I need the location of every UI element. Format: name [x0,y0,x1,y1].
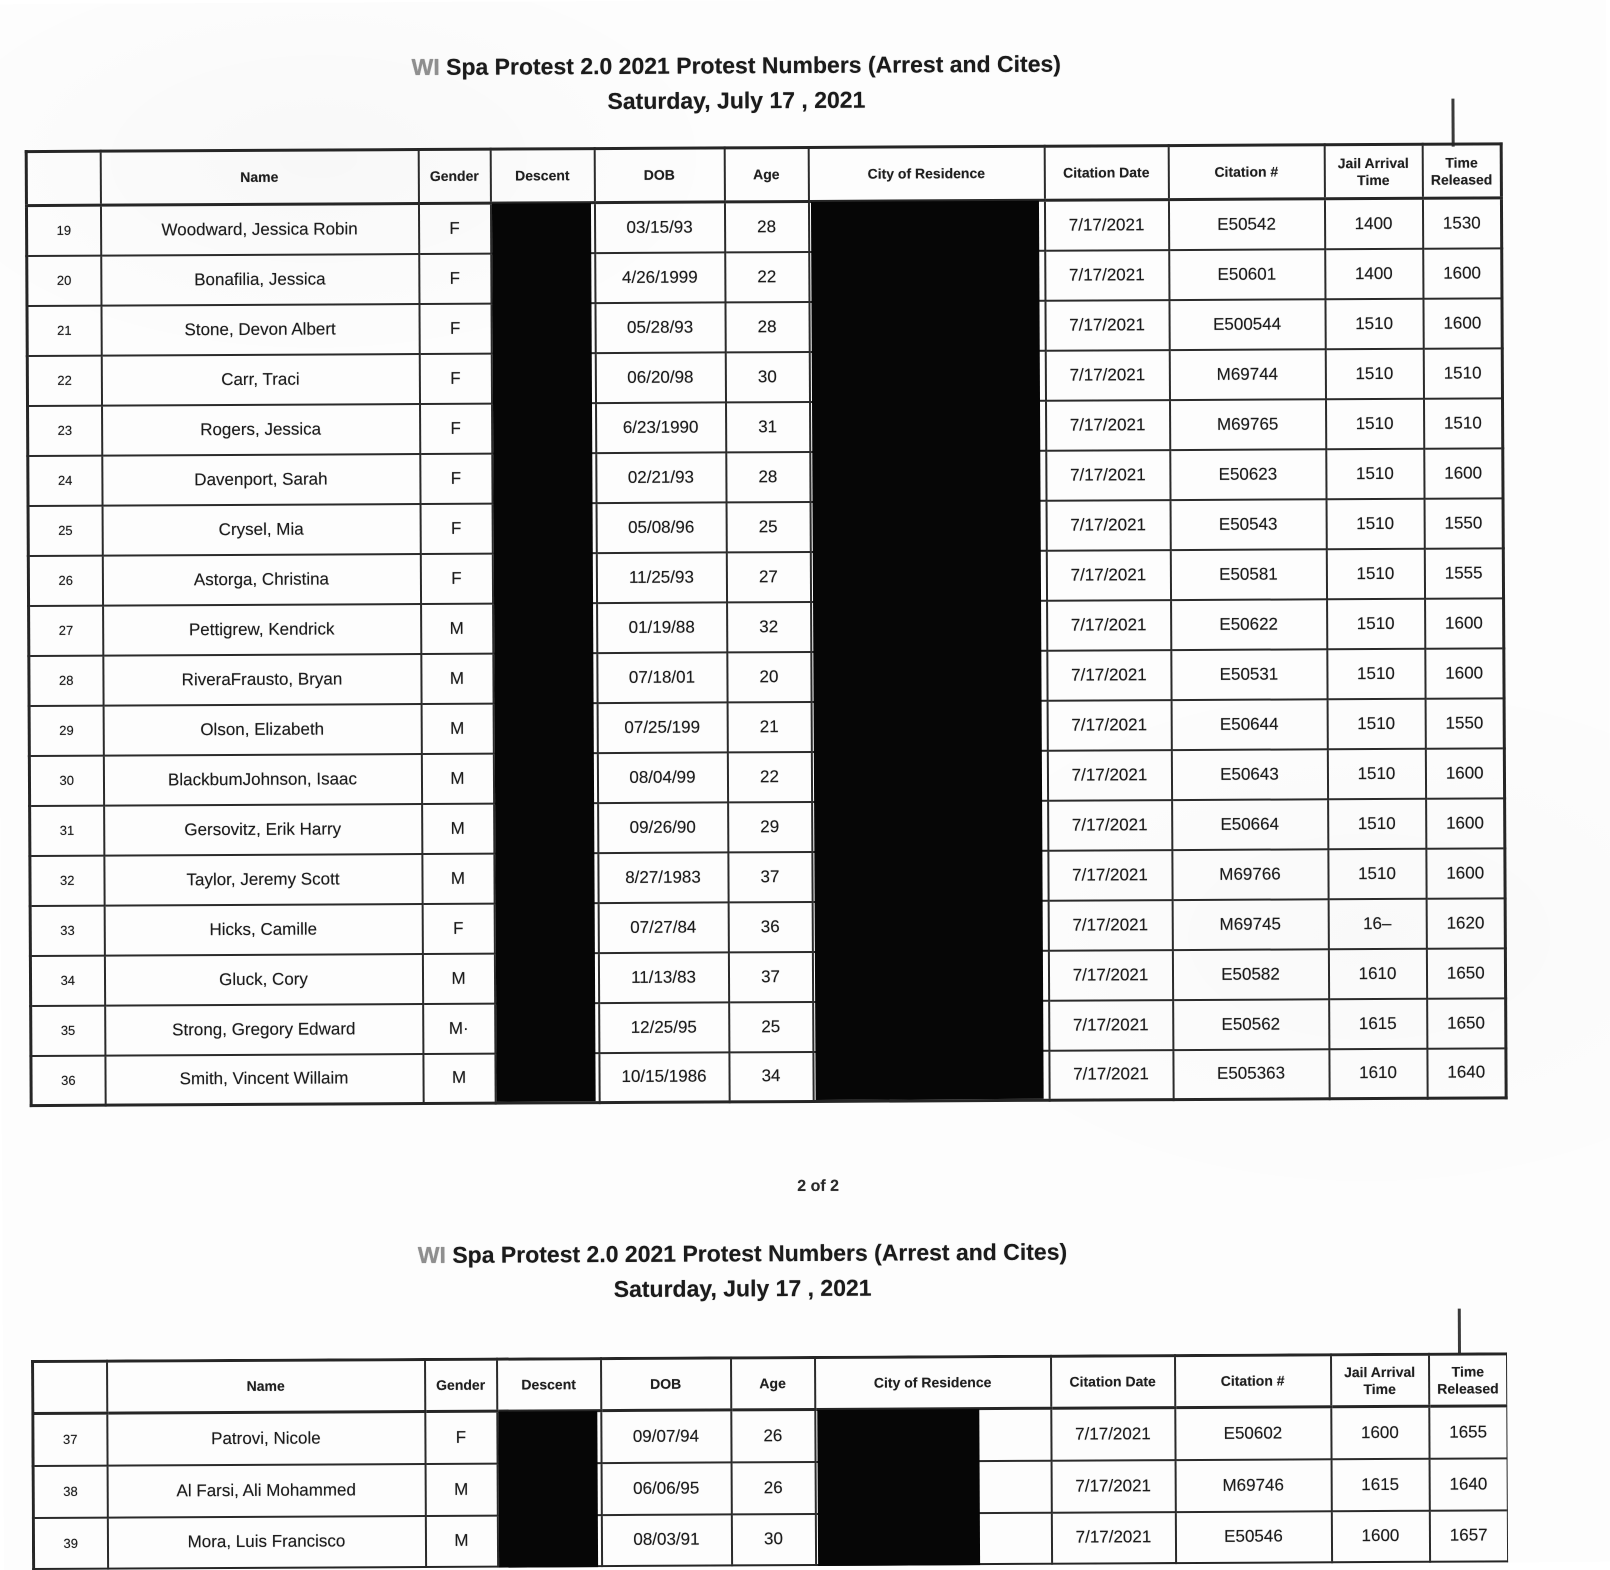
cell-dob: 02/21/93 [596,452,726,503]
cell-citation-date: 7/17/2021 [1048,950,1172,1001]
cell-citation-date: 7/17/2021 [1045,300,1169,351]
cell-citation-date: 7/17/2021 [1046,450,1170,501]
subtitle-line: Saturday, July 17 , 2021 [607,86,866,115]
cell-gender: F [422,903,494,953]
table-row [30,798,1505,856]
cell-citation-number: E50623 [1170,449,1326,500]
cell-jail-arrival-time: 1510 [1325,298,1423,349]
cell-dob: 09/07/94 [601,1410,731,1463]
cell-dob: 07/18/01 [597,652,727,703]
cell-row-number: 21 [27,305,101,355]
city-redaction-bar [811,201,1044,1100]
cell-citation-number: E50542 [1168,199,1324,250]
cell-row-number: 29 [29,705,103,755]
cell-row-number: 33 [30,905,104,955]
cell-citation-number: E50601 [1169,249,1325,300]
cell-time-released: 1600 [1425,748,1504,798]
cell-age: 25 [726,501,810,551]
cell-age: 28 [724,201,808,251]
cell-dob: 11/25/93 [596,552,726,603]
cell-jail-arrival-time: 1615 [1331,1458,1429,1511]
column-header-gender: Gender [425,1359,497,1411]
cell-age: 30 [731,1513,815,1565]
cell-name: Patrovi, Nicole [107,1411,425,1465]
column-header-citation-date: Citation Date [1051,1356,1175,1409]
cell-time-released: 1655 [1429,1406,1508,1458]
table-row [28,398,1503,456]
cell-citation-number: E50582 [1172,949,1328,1000]
cell-gender: M [421,603,493,653]
cell-row-number: 24 [28,455,102,505]
cell-name: Al Farsi, Ali Mohammed [107,1463,425,1517]
cell-name: Crysel, Mia [102,504,420,556]
column-header-citation-date: Citation Date [1044,146,1168,201]
cell-time-released: 1640 [1429,1458,1508,1510]
cell-citation-number: E50581 [1170,549,1326,600]
column-header-dob: DOB [601,1358,731,1411]
cell-citation-date: 7/17/2021 [1045,250,1169,301]
cell-time-released: 1550 [1425,698,1504,748]
cell-name: Hicks, Camille [104,904,422,956]
cell-name: BlackbumJohnson, Isaac [103,754,421,806]
cell-citation-number: E50644 [1171,699,1327,750]
cell-row-number: 36 [31,1055,105,1105]
column-header-name: Name [100,150,418,206]
cell-time-released: 1650 [1427,998,1506,1048]
column-header-citation-number: Citation # [1175,1355,1331,1408]
cell-age: 36 [728,901,812,951]
cell-dob: 05/08/96 [596,502,726,553]
cell-jail-arrival-time: 1510 [1328,848,1426,899]
table-row [31,998,1506,1056]
table-row [31,1048,1506,1106]
cell-name: Mora, Luis Francisco [107,1515,425,1569]
cell-jail-arrival-time: 1600 [1331,1406,1429,1459]
cell-dob: 6/23/1990 [596,402,726,453]
table-row [33,1458,1508,1518]
cell-jail-arrival-time: 1610 [1328,948,1426,999]
cell-citation-date: 7/17/2021 [1051,1512,1175,1565]
cell-jail-arrival-time: 1510 [1326,548,1424,599]
cell-name: RiveraFrausto, Bryan [103,654,421,706]
column-header-jail-arrival-time: Jail Arrival Time [1331,1354,1429,1407]
cell-gender: F [425,1411,497,1463]
cell-citation-date: 7/17/2021 [1044,200,1168,251]
cell-citation-date: 7/17/2021 [1051,1408,1175,1461]
fold-mark-line [1451,99,1454,147]
cell-jail-arrival-time: 1610 [1329,1048,1427,1099]
cell-citation-number: E50562 [1173,999,1329,1050]
cell-gender: M [422,803,494,853]
cell-gender: F [420,503,492,553]
arrest-table [31,1352,1508,1570]
cell-name: Bonafilia, Jessica [101,254,419,306]
cell-age: 22 [727,751,811,801]
cell-age: 26 [731,1461,815,1513]
page-number: 2 of 2 [797,1177,840,1196]
cell-time-released: 1620 [1426,898,1505,948]
table-row [27,248,1502,306]
cell-citation-date: 7/17/2021 [1045,400,1169,451]
table-row [27,298,1502,356]
cell-dob: 11/13/83 [598,952,728,1003]
cell-name: Stone, Devon Albert [101,304,419,356]
cell-row-number: 30 [29,755,103,805]
cell-age: 22 [725,251,809,301]
cell-citation-date: 7/17/2021 [1046,500,1170,551]
cell-time-released: 1510 [1423,348,1502,398]
cell-dob: 07/25/199 [597,702,727,753]
cell-gender: M [421,753,493,803]
cell-name: Woodward, Jessica Robin [100,204,418,256]
cell-jail-arrival-time: 1400 [1324,198,1422,249]
column-header-descent: Descent [497,1359,601,1412]
table-row [28,548,1503,606]
descent-redaction-bar [492,203,596,1102]
cell-row-number: 32 [30,855,104,905]
cell-time-released: 1600 [1425,598,1504,648]
cell-citation-number: M69765 [1169,399,1325,450]
cell-age: 21 [727,701,811,751]
table-row [29,598,1504,656]
cell-age: 37 [728,951,812,1001]
descent-redaction-bar [498,1411,598,1570]
cell-name: Rogers, Jessica [102,404,420,456]
cell-citation-date: 7/17/2021 [1049,1000,1173,1051]
table-row [28,448,1503,506]
document-title-page2 [32,1233,1452,1310]
cell-row-number: 31 [30,805,104,855]
cell-time-released: 1600 [1425,648,1504,698]
cell-citation-number: M69746 [1175,1459,1331,1512]
cell-citation-date: 7/17/2021 [1047,650,1171,701]
cell-citation-date: 7/17/2021 [1045,350,1169,401]
cell-citation-number: E500544 [1169,299,1325,350]
cell-jail-arrival-time: 1510 [1328,798,1426,849]
cell-gender: F [418,203,490,253]
title-prefix: WI [411,53,440,81]
cell-jail-arrival-time: 1510 [1326,448,1424,499]
cell-citation-date: 7/17/2021 [1047,600,1171,651]
table-row [29,698,1504,756]
arrest-table-page1 [25,142,1506,1106]
cell-dob: 08/03/91 [601,1514,731,1567]
cell-time-released: 1650 [1426,948,1505,998]
table-row [30,898,1505,956]
cell-row-number: 25 [28,505,102,555]
cell-gender: F [420,453,492,503]
column-header-age: Age [731,1357,815,1409]
column-header-jail-arrival-time: Jail Arrival Time [1324,144,1422,199]
column-header-descent: Descent [490,149,594,204]
cell-dob: 4/26/1999 [595,252,725,303]
cell-jail-arrival-time: 1510 [1327,748,1425,799]
cell-name: Strong, Gregory Edward [105,1004,423,1056]
column-header-city-of-residence: City of Residence [815,1356,1051,1409]
cell-citation-date: 7/17/2021 [1048,900,1172,951]
cell-citation-date: 7/17/2021 [1047,750,1171,801]
cell-jail-arrival-time: 1510 [1327,698,1425,749]
column-header-name: Name [107,1360,425,1414]
column-header-row-number [26,151,100,205]
cell-gender: M [421,653,493,703]
cell-name: Davenport, Sarah [102,454,420,506]
cell-time-released: 1600 [1423,248,1502,298]
cell-row-number: 20 [27,255,101,305]
cell-dob: 05/28/93 [595,302,725,353]
cell-gender: M [422,953,494,1003]
cell-age: 29 [728,801,812,851]
cell-time-released: 1657 [1429,1510,1508,1562]
cell-jail-arrival-time: 1510 [1327,598,1425,649]
cell-age: 30 [725,351,809,401]
table-row [33,1406,1508,1466]
cell-citation-date: 7/17/2021 [1046,550,1170,601]
title-text: Spa Protest 2.0 2021 Protest Numbers (Arrest and Cites) [445,1238,1068,1268]
table-row [30,948,1505,1006]
cell-citation-date: 7/17/2021 [1047,700,1171,751]
cell-citation-number: E50543 [1170,499,1326,550]
cell-row-number: 28 [29,655,103,705]
cell-row-number: 35 [31,1005,105,1055]
cell-gender: M [423,1053,495,1103]
cell-time-released: 1600 [1423,298,1502,348]
cell-time-released: 1600 [1426,798,1505,848]
cell-age: 37 [728,851,812,901]
cell-citation-number: E50546 [1175,1511,1331,1564]
cell-gender: M [421,703,493,753]
cell-time-released: 1640 [1427,1048,1506,1098]
column-header-row-number [33,1361,107,1413]
cell-age: 31 [726,401,810,451]
cell-gender: M [425,1515,497,1567]
cell-jail-arrival-time: 1400 [1325,248,1423,299]
cell-name: Olson, Elizabeth [103,704,421,756]
column-header-time-released: Time Released [1422,144,1501,198]
cell-gender: F [420,403,492,453]
cell-row-number: 39 [33,1517,107,1569]
cell-dob: 09/26/90 [598,802,728,853]
city-redaction-bar [817,1409,980,1570]
cell-gender: F [419,303,491,353]
cell-gender: F [419,353,491,403]
cell-gender: M· [423,1003,495,1053]
document-title-page1 [26,45,1446,122]
cell-name: Gersovitz, Erik Harry [104,804,422,856]
cell-citation-number: E50622 [1171,599,1327,650]
table-row [26,198,1501,256]
title-prefix: WI [417,1241,446,1269]
cell-name: Gluck, Cory [104,954,422,1006]
cell-dob: 8/27/1983 [598,852,728,903]
cell-age: 26 [731,1409,815,1461]
cell-dob: 07/27/84 [598,902,728,953]
column-header-age: Age [724,147,808,201]
column-header-gender: Gender [418,149,490,203]
cell-row-number: 23 [28,405,102,455]
cell-dob: 06/06/95 [601,1462,731,1515]
table-row [29,648,1504,706]
cell-citation-date: 7/17/2021 [1051,1460,1175,1513]
cell-age: 34 [729,1051,813,1101]
cell-citation-date: 7/17/2021 [1048,850,1172,901]
cell-dob: 08/04/99 [597,752,727,803]
cell-age: 27 [726,551,810,601]
cell-time-released: 1510 [1423,398,1502,448]
cell-citation-number: E505363 [1173,1049,1329,1100]
cell-gender: F [420,553,492,603]
column-header-time-released: Time Released [1428,1354,1507,1406]
cell-time-released: 1550 [1424,498,1503,548]
table-row [27,348,1502,406]
cell-dob: 12/25/95 [599,1002,729,1053]
arrest-table [25,142,1508,1107]
cell-jail-arrival-time: 1600 [1331,1510,1429,1563]
cell-name: Pettigrew, Kendrick [103,604,421,656]
cell-age: 20 [727,651,811,701]
cell-time-released: 1530 [1422,198,1501,248]
cell-name: Taylor, Jeremy Scott [104,854,422,906]
cell-dob: 06/20/98 [595,352,725,403]
arrest-table-page2 [31,1352,1508,1570]
cell-jail-arrival-time: 16– [1328,898,1426,949]
cell-row-number: 27 [29,605,103,655]
cell-citation-number: E50531 [1171,649,1327,700]
cell-age: 32 [727,601,811,651]
cell-age: 28 [726,451,810,501]
table-row [33,1510,1508,1570]
cell-citation-number: M69745 [1172,899,1328,950]
title-text: Spa Protest 2.0 2021 Protest Numbers (Arrest and Cites) [439,50,1061,80]
column-header-dob: DOB [594,148,724,203]
cell-dob: 10/15/1986 [599,1052,729,1103]
cell-jail-arrival-time: 1510 [1325,398,1423,449]
cell-jail-arrival-time: 1510 [1325,348,1423,399]
cell-row-number: 19 [26,205,100,255]
cell-name: Astorga, Christina [102,554,420,606]
column-header-city-of-residence: City of Residence [808,146,1044,201]
cell-time-released: 1600 [1426,848,1505,898]
cell-time-released: 1600 [1424,448,1503,498]
cell-citation-number: E50664 [1172,799,1328,850]
cell-dob: 01/19/88 [597,602,727,653]
cell-name: Carr, Traci [101,354,419,406]
cell-row-number: 22 [27,355,101,405]
cell-citation-number: M69766 [1172,849,1328,900]
table-row [28,498,1503,556]
cell-jail-arrival-time: 1615 [1329,998,1427,1049]
table-row [29,748,1504,806]
fold-mark-line [1458,1309,1461,1355]
cell-citation-date: 7/17/2021 [1048,800,1172,851]
cell-row-number: 38 [33,1465,107,1517]
cell-row-number: 34 [30,955,104,1005]
cell-age: 25 [729,1001,813,1051]
cell-gender: F [419,253,491,303]
cell-name: Smith, Vincent Willaim [105,1054,423,1106]
cell-dob: 03/15/93 [594,202,724,253]
cell-jail-arrival-time: 1510 [1327,648,1425,699]
cell-citation-number: E50643 [1171,749,1327,800]
subtitle-line: Saturday, July 17 , 2021 [613,1274,872,1303]
cell-time-released: 1555 [1424,548,1503,598]
cell-citation-number: E50602 [1175,1407,1331,1460]
cell-row-number: 26 [28,555,102,605]
cell-gender: M [425,1463,497,1515]
cell-jail-arrival-time: 1510 [1326,498,1424,549]
table-row [30,848,1505,906]
cell-citation-number: M69744 [1169,349,1325,400]
header-row [33,1354,1508,1414]
cell-row-number: 37 [33,1413,107,1465]
cell-gender: M [422,853,494,903]
cell-citation-date: 7/17/2021 [1049,1050,1173,1101]
cell-age: 28 [725,301,809,351]
header-row [26,144,1501,206]
column-header-citation-number: Citation # [1168,145,1324,200]
